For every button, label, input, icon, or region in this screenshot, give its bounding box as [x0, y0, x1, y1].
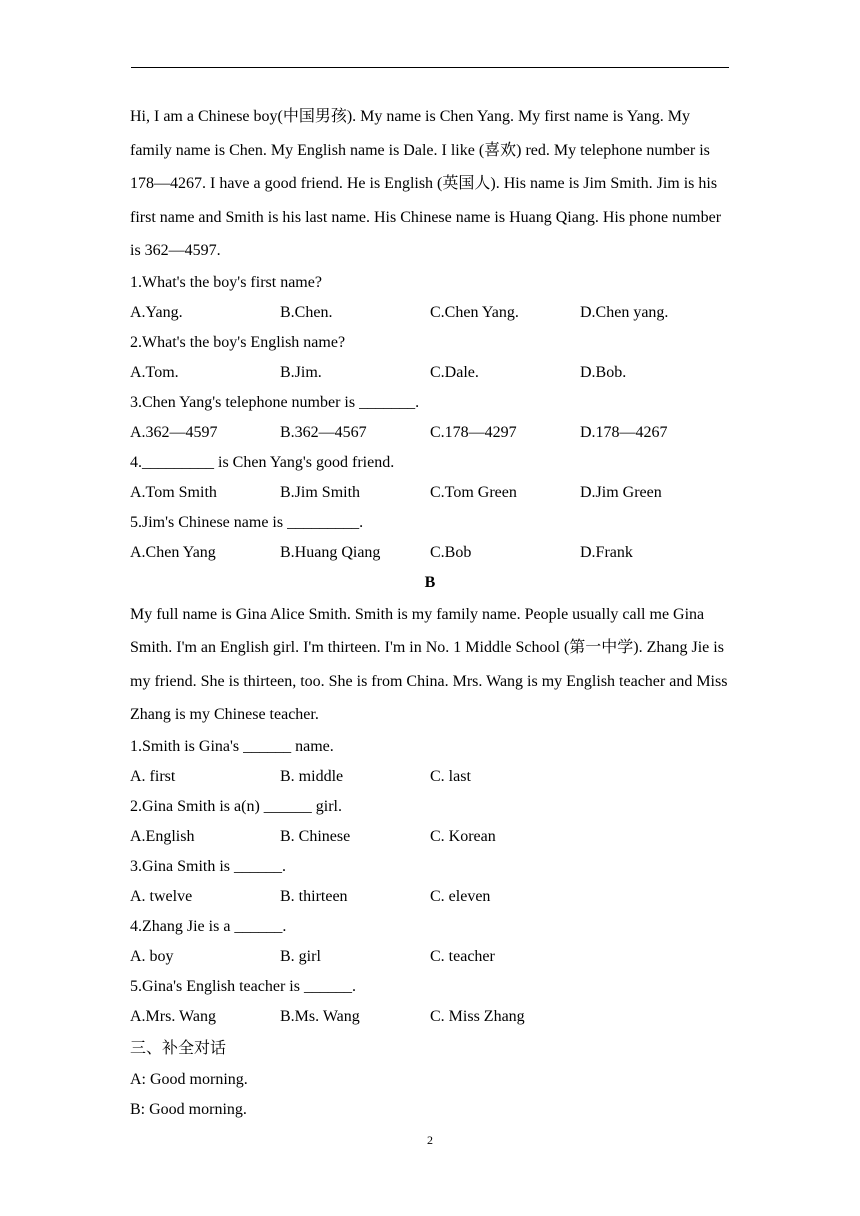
answer-option: D.178—4267 — [580, 423, 668, 441]
answer-option: A.362—4597 — [130, 423, 218, 441]
option-row — [130, 882, 730, 912]
answer-option: A.Tom Smith — [130, 483, 217, 501]
answer-option: A.English — [130, 827, 195, 845]
passage-b: My full name is Gina Alice Smith. Smith is my family name. People usually call me Gina Smith. I'm an English girl. I'm thirteen. I'm in No. 1 Middle School (第一中学). Zhang Jie is my friend. She is thirteen, too. She is from China. Mrs. Wang is my English teacher and Miss Zhang is my Chinese teacher. — [130, 605, 728, 723]
answer-option: D.Jim Green — [580, 483, 662, 501]
option-row — [130, 538, 730, 568]
answer-option: A. boy — [130, 947, 174, 965]
option-row — [130, 418, 730, 448]
option-row — [130, 358, 730, 388]
page-number: 2 — [427, 1133, 433, 1147]
question-text: 1.Smith is Gina's ______ name. — [130, 737, 334, 755]
answer-option: B. girl — [280, 947, 321, 965]
section-b-title: B — [424, 573, 436, 591]
passage-a: Hi, I am a Chinese boy(中国男孩). My name is Chen Yang. My first name is Yang. My family name is Chen. My English name is Dale. I like (喜欢) red. My telephone number is 178—4267. I have a good friend. He is English (英国人). His name is Jim Smith. Jim is his first name and Smith is his last name. His Chinese name is Huang Qiang. His phone number is 362—4597. — [130, 108, 722, 259]
question-text: 1.What's the boy's first name? — [130, 273, 322, 291]
answer-option: C. eleven — [430, 887, 491, 905]
question-text: 5.Gina's English teacher is ______. — [130, 977, 356, 995]
answer-option: C.Bob — [430, 543, 472, 561]
answer-option: B.Chen. — [280, 303, 333, 321]
page-content — [130, 100, 730, 1125]
answer-option: C. teacher — [430, 947, 495, 965]
option-row — [130, 1002, 730, 1032]
question-text: 4.Zhang Jie is a ______. — [130, 917, 287, 935]
answer-option: A. twelve — [130, 887, 193, 905]
answer-option: C. last — [430, 767, 471, 785]
answer-option: D.Chen yang. — [580, 303, 669, 321]
answer-option: C. Miss Zhang — [430, 1007, 525, 1025]
question-text: 5.Jim's Chinese name is _________. — [130, 513, 364, 531]
answer-option: C.Dale. — [430, 363, 479, 381]
answer-option: B. thirteen — [280, 887, 348, 905]
option-row — [130, 298, 730, 328]
question-text: 4._________ is Chen Yang's good friend. — [130, 453, 395, 471]
question-text: 3.Gina Smith is ______. — [130, 857, 287, 875]
answer-option: C.Tom Green — [430, 483, 517, 501]
option-row — [130, 822, 730, 852]
answer-option: C.Chen Yang. — [430, 303, 519, 321]
dialogue-line: A: Good morning. — [130, 1070, 248, 1088]
answer-option: B.Ms. Wang — [280, 1007, 360, 1025]
answer-option: B. middle — [280, 767, 344, 785]
answer-option: C. Korean — [430, 827, 496, 845]
answer-option: B.362—4567 — [280, 423, 367, 441]
answer-option: A. first — [130, 767, 176, 785]
answer-option: B.Huang Qiang — [280, 543, 381, 561]
header-rule — [131, 67, 729, 68]
question-text: 2.Gina Smith is a(n) ______ girl. — [130, 797, 342, 815]
answer-option: B. Chinese — [280, 827, 351, 845]
answer-option: A.Tom. — [130, 363, 179, 381]
answer-option: A.Chen Yang — [130, 543, 216, 561]
question-text: 2.What's the boy's English name? — [130, 333, 346, 351]
questions-a — [130, 268, 730, 568]
answer-option: D.Frank — [580, 543, 633, 561]
answer-option: D.Bob. — [580, 363, 627, 381]
answer-option: B.Jim. — [280, 363, 322, 381]
option-row — [130, 762, 730, 792]
option-row — [130, 478, 730, 508]
answer-option: A.Mrs. Wang — [130, 1007, 216, 1025]
answer-option: C.178—4297 — [430, 423, 517, 441]
questions-b — [130, 732, 730, 1032]
option-row — [130, 942, 730, 972]
dialogue-line: B: Good morning. — [130, 1100, 247, 1118]
section-3-title: 三、补全对话 — [130, 1039, 227, 1057]
answer-option: A.Yang. — [130, 303, 183, 321]
question-text: 3.Chen Yang's telephone number is _______. — [130, 393, 420, 411]
answer-option: B.Jim Smith — [280, 483, 361, 501]
